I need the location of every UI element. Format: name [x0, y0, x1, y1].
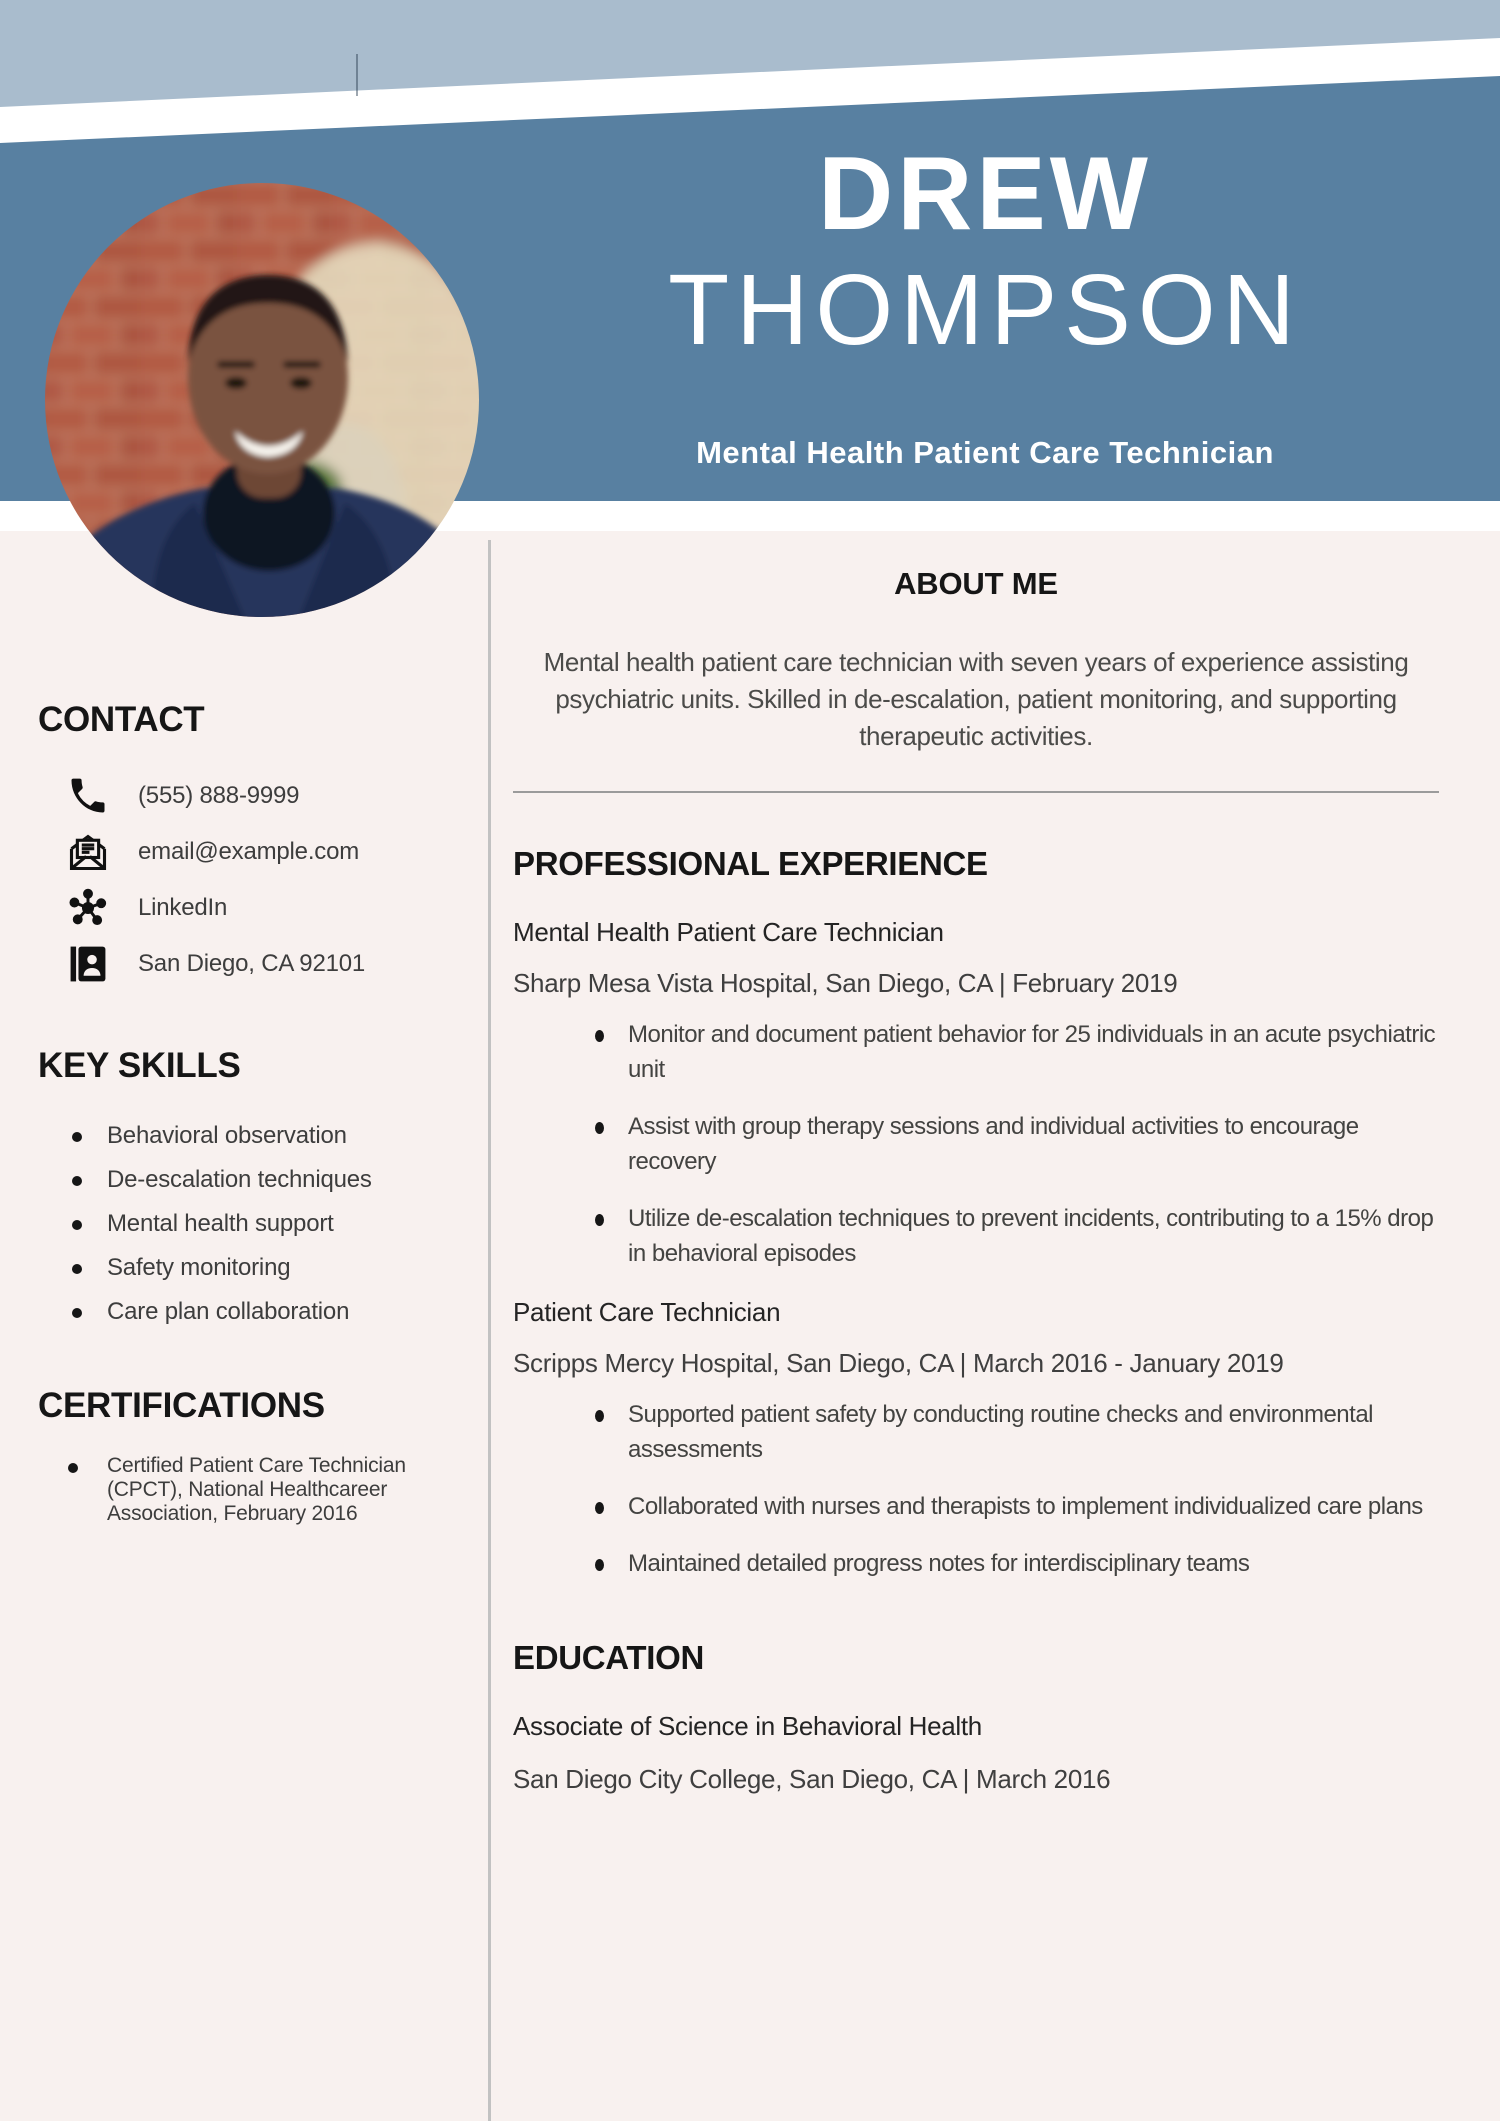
contact-list: [38, 768, 458, 992]
experience-heading: PROFESSIONAL EXPERIENCE: [513, 845, 988, 882]
column-divider: [488, 540, 491, 2121]
job-bullet: Supported patient safety by conducting routine checks and environmental assessments: [513, 1397, 1439, 1467]
email-icon: [66, 830, 110, 874]
job-bullet: Collaborated with nurses and therapists to implement individualized care plans: [513, 1489, 1439, 1524]
job-title: Patient Care Technician: [513, 1297, 781, 1327]
profile-photo: [45, 183, 479, 617]
job-bullet-list: [513, 1017, 1439, 1271]
main-column: [513, 566, 1439, 1795]
about-me-heading: ABOUT ME: [894, 566, 1058, 601]
job-entry: [513, 1297, 1439, 1581]
contact-phone: (555) 888-9999: [138, 782, 300, 809]
certifications-heading: CERTIFICATIONS: [38, 1386, 325, 1425]
contact-card-icon: [66, 942, 110, 986]
last-name: THOMPSON: [668, 254, 1302, 366]
skill-item: Behavioral observation: [38, 1114, 458, 1158]
skill-item: De-escalation techniques: [38, 1158, 458, 1202]
job-meta: Sharp Mesa Vista Hospital, San Diego, CA | February 2019: [513, 968, 1178, 998]
network-icon: [66, 886, 110, 930]
skill-item: Care plan collaboration: [38, 1290, 458, 1334]
education-section: [513, 1639, 1439, 1795]
job-bullet: Maintained detailed progress notes for interdisciplinary teams: [513, 1546, 1439, 1581]
key-skills-heading: KEY SKILLS: [38, 1046, 241, 1085]
skill-item: Mental health support: [38, 1202, 458, 1246]
job-bullet: Assist with group therapy sessions and individual activities to encourage recovery: [513, 1109, 1439, 1179]
phone-icon: [66, 774, 110, 818]
first-name: DREW: [818, 136, 1152, 252]
job-bullet-list: [513, 1397, 1439, 1581]
section-divider: [513, 791, 1439, 793]
contact-linkedin: LinkedIn: [138, 894, 228, 921]
title-block: [480, 136, 1490, 470]
contact-heading: CONTACT: [38, 700, 205, 739]
education-degree: Associate of Science in Behavioral Health: [513, 1711, 982, 1741]
education-heading: EDUCATION: [513, 1639, 705, 1676]
contact-row-email: [38, 824, 458, 880]
job-meta: Scripps Mercy Hospital, San Diego, CA | March 2016 - January 2019: [513, 1348, 1284, 1378]
skill-item: Safety monitoring: [38, 1246, 458, 1290]
contact-row-phone: [38, 768, 458, 824]
about-me-text: Mental health patient care technician with seven years of experience assisting psychiatric units. Skilled in de-escalation, patient monitoring, and supporting therapeutic activities.: [543, 647, 1409, 751]
certification-item: Certified Patient Care Technician (CPCT), National Healthcareer Association, February 2016: [38, 1454, 457, 1526]
fold-mark-line: [356, 54, 358, 96]
job-bullet: Utilize de-escalation techniques to prevent incidents, contributing to a 15% drop in behavioral episodes: [513, 1201, 1439, 1271]
contact-row-location: [38, 936, 458, 992]
key-skills-section: [38, 1046, 458, 1334]
contact-location: San Diego, CA 92101: [138, 950, 366, 977]
contact-email: email@example.com: [138, 838, 360, 865]
contact-row-linkedin: [38, 880, 458, 936]
certifications-section: [38, 1386, 458, 1526]
job-entry: [513, 917, 1439, 1271]
job-bullet: Monitor and document patient behavior for 25 individuals in an acute psychiatric unit: [513, 1017, 1439, 1087]
education-school: San Diego City College, San Diego, CA | March 2016: [513, 1764, 1111, 1794]
sidebar: [38, 700, 458, 1526]
profile-photo-illustration: [45, 183, 479, 617]
role-subtitle: Mental Health Patient Care Technician: [696, 435, 1274, 470]
job-title: Mental Health Patient Care Technician: [513, 917, 944, 947]
